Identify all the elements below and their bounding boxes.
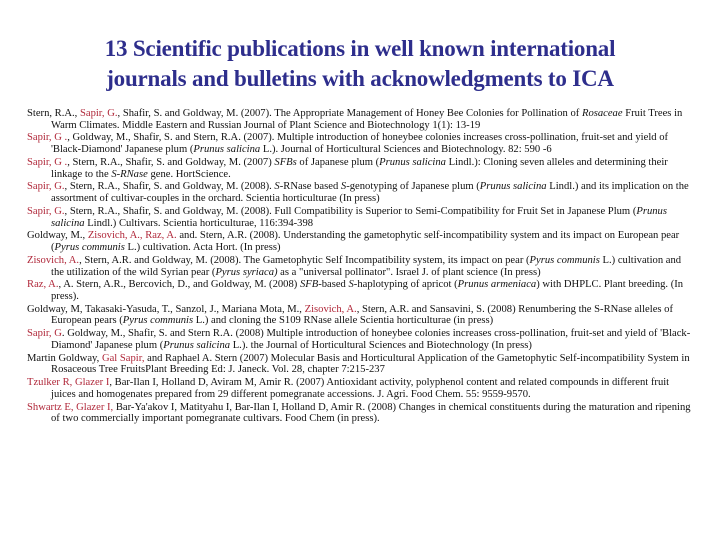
reference-text: -based <box>318 279 349 291</box>
reference-text: , Goldway, M., Shafir, S. and Stern, R.A. (2007). Multiple introduction of honeybee colonies increases cross-pollination, fruit-set and yield of 'Black-Diamond' Japanese plum ( <box>51 132 669 156</box>
reference-text: L.). the Journal of Horticultural Sciences and Biotechnology (In press) <box>230 339 532 351</box>
reference-text: L.) and cloning the S109 RNase allele Scientia horticulturae (in press) <box>193 315 494 327</box>
italic-term: S <box>274 181 280 193</box>
title-line-1: 13 Scientific publications in well known international <box>104 36 616 61</box>
reference-text: and. Stern, A.R. (2008). Understanding the gametophytic self-incompatibility system and its impact on European pear ( <box>51 230 680 254</box>
italic-term: Pyrus communis <box>54 242 125 254</box>
reference-text: Lindl.): Cloning seven alleles and determining their linkage to the <box>51 156 668 180</box>
page-title <box>0 34 720 94</box>
italic-term: S <box>348 279 354 291</box>
highlighted-author: Zisovich, A. <box>304 303 357 315</box>
reference-text: , Stern, R.A., Shafir, S. and Goldway, M. (2007) <box>67 156 275 168</box>
reference-text: -RNase based <box>279 181 341 193</box>
reference-item <box>27 206 695 229</box>
reference-item <box>27 108 695 131</box>
highlighted-author: Sapir, G <box>27 328 62 340</box>
reference-authors: Goldway, M, Takasaki-Yasuda, T., Sanzol, J., Mariana Mota, M., <box>27 303 305 315</box>
highlighted-author: Sapir, G. <box>79 108 118 119</box>
reference-text: L.) cultivation. Acta Hort. (In press) <box>124 242 281 254</box>
reference-authors: Martin Goldway, <box>27 352 102 364</box>
reference-item <box>27 304 695 327</box>
reference-text: as a "universal pollinator". Israel J. of plant science (In press) <box>277 266 541 278</box>
italic-term: Pyrus communis <box>122 315 194 327</box>
reference-text: L.). Journal of Horticultural Sciences and Biotechnology. 82: 590 -6 <box>260 144 552 156</box>
italic-term: Pyrus syriaca) <box>215 266 278 278</box>
reference-text: gene. HortScience. <box>147 168 231 180</box>
italic-term: Prunus armeniaca <box>457 279 537 291</box>
reference-text: , Stern, A.R. and Sansavini, S. (2008) Renumbering the S-RNase alleles of European pears ( <box>51 303 673 327</box>
italic-term: Prunus salicina <box>479 181 547 193</box>
highlighted-author: Shwartz E, Glazer I, <box>27 401 114 413</box>
reference-item <box>27 328 695 351</box>
reference-item <box>27 377 695 400</box>
reference-text: Bar-Ya'akov I, Matityahu I, Bar-Ilan I, Holland D, Amir R. (2008) Changes in chemical constituents during the maturation and ripening of two commercially important pomegranate cultivars. Food Chem (in press). <box>51 401 691 425</box>
reference-text: L.) cultivation and the utilization of the wild Syrian pear ( <box>51 254 682 278</box>
reference-text: Fruit Trees in Warm Climates. Middle Eastern and Russian Journal of Plant Science and Biotechnology 1(1): 13-19 <box>51 108 683 131</box>
reference-authors: Stern, R.A., <box>27 108 80 119</box>
highlighted-author: Gal Sapir, <box>101 352 145 364</box>
reference-item <box>27 353 695 376</box>
reference-text: , Stern, R.A., Shafir, S. and Goldway, M. (2008). <box>64 181 275 193</box>
italic-term: Prunus salicina <box>379 156 446 168</box>
italic-term: SFBs <box>274 156 297 168</box>
reference-text: , Stern, A.R. and Goldway, M. (2008). The Gametophytic Self Incompatibility system, its impact on pear ( <box>79 254 530 266</box>
highlighted-author: Sapir, G. <box>27 205 65 217</box>
reference-text: , Shafir, S. and Goldway, M. (2007). The Appropriate Management of Honey Bee Colonies for Pollination of <box>117 108 582 119</box>
reference-text: , Stern, R.A., Shafir, S. and Goldway, M. (2008). Full Compatibility is Superior to Semi-Compatibility for Fruit Set in Japanese Plum ( <box>64 205 637 217</box>
italic-term: S-RNase <box>111 168 148 180</box>
italic-term: S <box>340 181 347 193</box>
reference-item <box>27 181 695 204</box>
reference-text: Lindl.) Cultivars. Scientia horticulturae, 116:394-398 <box>84 217 314 229</box>
reference-list <box>27 108 695 426</box>
reference-text: Lindl.) and its implication on the assortment of cultivar-couples in the orchard. Scientia horticulturae (In press) <box>51 181 689 205</box>
italic-term: Prunus salicina <box>193 144 261 156</box>
reference-authors: Goldway, M., <box>27 230 88 242</box>
reference-text: -haplotyping of apricot ( <box>353 279 458 291</box>
italic-term: Pyrus communis <box>529 254 600 266</box>
highlighted-author: Sapir, G. <box>27 181 65 193</box>
reference-text: ) with DHPLC. Plant breeding. (In press). <box>51 279 684 302</box>
highlighted-author: Sapir, G . <box>27 156 68 168</box>
italic-term: Prunus salicina <box>51 205 667 229</box>
reference-text: , A. Stern, A.R., Bercovich, D., and Goldway, M. (2008) <box>58 279 300 291</box>
reference-item <box>27 279 695 302</box>
reference-item <box>27 230 695 253</box>
highlighted-author: Zisovich, A., Raz, A. <box>87 230 177 242</box>
title-line-2: journals and bulletins with acknowledgments to ICA <box>106 66 614 91</box>
highlighted-author: Tzulker R, Glazer I <box>27 377 110 389</box>
italic-term: Prunus salicina <box>163 339 231 351</box>
reference-text: -genotyping of Japanese plum ( <box>346 181 480 193</box>
italic-term: Rosaceae <box>581 108 623 119</box>
highlighted-author: Zisovich, A. <box>27 254 80 266</box>
reference-text: of Japanese plum ( <box>296 156 380 168</box>
reference-item <box>27 132 695 155</box>
reference-item <box>27 157 695 180</box>
reference-item <box>27 255 695 278</box>
reference-text: . Goldway, M., Shafir, S. and Stern R.A. (2008) Multiple introduction of honeybee colonies increases cross-pollination, fruit-set and yield of 'Black-Diamond' Japanese plum ( <box>51 328 691 351</box>
reference-text: , Bar-Ilan I, Holland D, Aviram M, Amir R. (2007) Antioxidant activity, polyphenol content and related compounds in different fruit juices and homogenates prepared from 29 different pomegranate accessions. J. Agri. Food Chem. 55: 9559-9570. <box>51 377 670 400</box>
reference-item <box>27 402 695 425</box>
highlighted-author: Sapir, G . <box>27 132 68 144</box>
italic-term: SFB <box>299 279 319 291</box>
highlighted-author: Raz, A. <box>27 279 59 291</box>
reference-text: and Raphael A. Stern (2007) Molecular Basis and Horticultural Application of the Gametophytic Self-incompatibility System in Rosaceous Tree FruitsPlant Breeding Ed: J. Janeck. Vol. 28, chapter 7:215-237 <box>51 352 690 376</box>
